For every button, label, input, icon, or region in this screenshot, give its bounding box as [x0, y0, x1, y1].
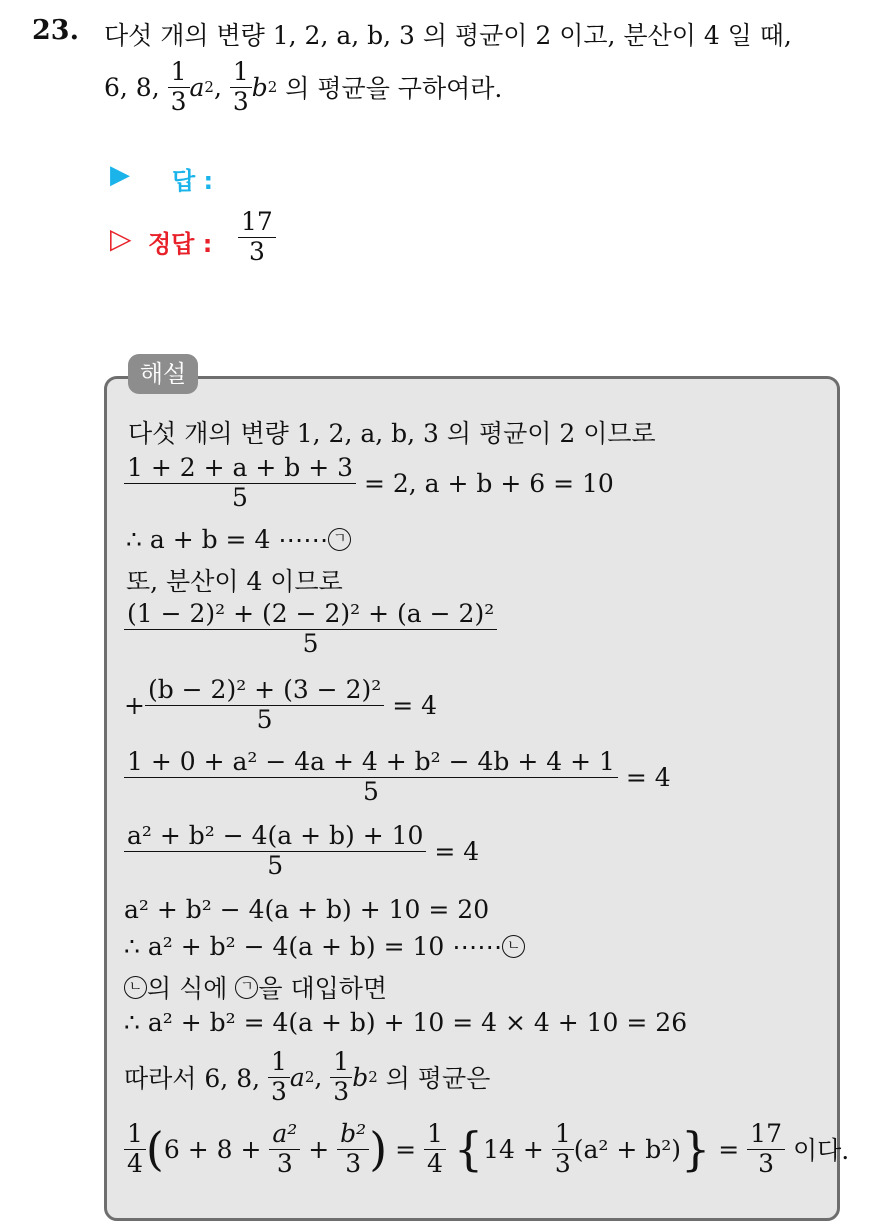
- question-line-2-prefix: 6, 8,: [104, 72, 160, 102]
- exp-line-2: 또, 분산이 4 이므로: [126, 567, 343, 596]
- one-third-fraction-a: [168, 58, 190, 117]
- exp-eq-3: [124, 600, 497, 659]
- exp-eq-1-den: 5: [232, 482, 248, 512]
- final-one-third-num: 1: [552, 1120, 574, 1150]
- circled-nieun-icon: ㄴ: [502, 935, 525, 958]
- correct-num: 17: [238, 208, 276, 238]
- circled-giyeok-icon: ㄱ: [328, 528, 351, 551]
- exp-eq-5-rest: = 4: [625, 762, 671, 792]
- var-a: a: [189, 72, 205, 102]
- exp-eq-5-den: 5: [363, 776, 379, 806]
- exp-line-3-b: 을 대입하면: [258, 974, 388, 1003]
- final-fourteen: 14 +: [483, 1134, 544, 1164]
- final-b2-frac: [337, 1120, 369, 1179]
- final-quarter-2: [424, 1120, 446, 1179]
- exp-eq-4-prefix: +: [124, 690, 145, 720]
- exp-line-4-comma: ,: [314, 1062, 323, 1092]
- frac-num-b: 1: [230, 58, 252, 88]
- exp-eq-4-num: (b − 2)² + (3 − 2)²: [145, 676, 384, 706]
- exp-line-4-exp-a: 2: [304, 1068, 315, 1087]
- exp-eq-1: [124, 454, 614, 513]
- final-close-paren: ): [369, 1122, 388, 1177]
- final-b2-num: b²: [337, 1120, 369, 1150]
- final-quarter-1-den: 4: [127, 1148, 143, 1178]
- question-line-2: [104, 58, 502, 117]
- exp-line-4-num-b: 1: [330, 1048, 352, 1078]
- correct-answer-fraction: [238, 208, 276, 267]
- exp-line-4-exp-b: 2: [368, 1068, 378, 1087]
- final-quarter-2-den: 4: [427, 1148, 443, 1178]
- exp-a: 2: [204, 78, 214, 97]
- exp-line-4-den-a: 3: [271, 1076, 287, 1106]
- exp-line-4-frac-b: [330, 1048, 352, 1107]
- exp-line-4-num-a: 1: [268, 1048, 290, 1078]
- exp-eq-3-num: (1 − 2)² + (2 − 2)² + (a − 2)²: [124, 600, 497, 630]
- explanation-label: 해설: [128, 354, 198, 394]
- exp-eq-7: a² + b² − 4(a + b) + 10 = 20: [124, 895, 490, 924]
- exp-eq-2: [126, 525, 351, 554]
- exp-eq-1-rest: = 2, a + b + 6 = 10: [363, 468, 614, 498]
- exp-eq-1-num: 1 + 2 + a + b + 3: [124, 454, 356, 484]
- correct-answer: [238, 208, 276, 267]
- exp-line-4: [124, 1048, 490, 1107]
- final-paren-sum: (a² + b²): [573, 1134, 682, 1164]
- final-a2-frac: [269, 1120, 300, 1179]
- circled-nieun-icon-2: ㄴ: [124, 976, 147, 999]
- final-suffix: 이다.: [792, 1136, 850, 1166]
- exp-line-4-var-b: b: [352, 1062, 369, 1092]
- exp-eq-6-den: 5: [267, 850, 284, 880]
- exp-eq-6-frac: [124, 822, 426, 881]
- final-result-frac: [747, 1120, 785, 1179]
- exp-eq-4-frac: [145, 676, 384, 735]
- final-close-brace: }: [681, 1122, 711, 1177]
- exp-line-4-var-a: a: [289, 1062, 305, 1092]
- final-quarter-1-num: 1: [124, 1120, 146, 1150]
- exp-line-3: [124, 969, 387, 1005]
- exp-eq-4-rest: = 4: [392, 690, 438, 720]
- final-one-third: [552, 1120, 574, 1179]
- exp-eq-1-frac: [124, 454, 356, 513]
- final-open-paren: (: [145, 1122, 164, 1177]
- answer-label: 답 :: [172, 167, 214, 195]
- exp-eq-2-text: ∴ a + b = 4 ⋯⋯: [126, 525, 329, 554]
- final-quarter-1: [124, 1120, 146, 1179]
- final-result-den: 3: [758, 1148, 775, 1178]
- question-number: 23.: [32, 15, 79, 46]
- exp-line-4-frac-a: [268, 1048, 290, 1107]
- exp-eq-8: [124, 932, 525, 961]
- exp-final-equation: [124, 1120, 849, 1179]
- final-b2-den: 3: [345, 1148, 362, 1178]
- exp-line-3-a: 의 식에: [147, 974, 228, 1003]
- exp-line-4-suffix: 의 평균은: [385, 1064, 491, 1094]
- exp-line-4-den-b: 3: [333, 1076, 350, 1106]
- exp-eq-5: [124, 748, 671, 807]
- correct-label: 정답 :: [148, 230, 213, 258]
- circled-giyeok-icon-2: ㄱ: [235, 976, 258, 999]
- final-eq-2: =: [718, 1134, 740, 1164]
- exp-b: 2: [267, 78, 278, 97]
- final-inner: 6 + 8 +: [163, 1134, 262, 1164]
- frac-den-b: 3: [232, 86, 249, 116]
- exp-line-4-prefix: 따라서 6, 8,: [124, 1064, 261, 1094]
- final-quarter-2-num: 1: [424, 1120, 446, 1150]
- exp-eq-4: [124, 676, 437, 735]
- exp-eq-3-den: 5: [302, 628, 319, 658]
- frac-num: 1: [168, 58, 190, 88]
- question-line-1: 다섯 개의 변량 1, 2, a, b, 3 의 평균이 2 이고, 분산이 4 일 때,: [104, 21, 792, 50]
- final-eq-1: =: [395, 1134, 417, 1164]
- correct-den: 3: [248, 236, 265, 266]
- exp-eq-9: ∴ a² + b² = 4(a + b) + 10 = 4 × 4 + 10 = 26: [124, 1008, 688, 1037]
- exp-eq-3-frac: [124, 600, 497, 659]
- exp-eq-5-num: 1 + 0 + a² − 4a + 4 + b² − 4b + 4 + 1: [124, 748, 618, 778]
- one-third-fraction-b: [230, 58, 252, 117]
- exp-eq-6-num: a² + b² − 4(a + b) + 10: [124, 822, 426, 852]
- exp-eq-6-rest: = 4: [434, 836, 480, 866]
- question-line-2-suffix: 의 평균을 구하여라.: [285, 74, 503, 104]
- exp-eq-6: [124, 822, 479, 881]
- final-a2-num: a²: [269, 1120, 300, 1150]
- exp-eq-5-frac: [124, 748, 618, 807]
- final-result-num: 17: [747, 1120, 785, 1150]
- exp-eq-4-den: 5: [256, 704, 273, 734]
- correct-arrow-icon: ▷: [110, 222, 132, 255]
- answer-arrow-icon: ▶: [110, 160, 130, 190]
- exp-line-1: 다섯 개의 변량 1, 2, a, b, 3 의 평균이 2 이므로: [128, 419, 656, 448]
- final-a2-den: 3: [276, 1148, 293, 1178]
- var-b: b: [251, 72, 268, 102]
- exp-eq-8-text: ∴ a² + b² − 4(a + b) = 10 ⋯⋯: [124, 932, 503, 961]
- final-open-brace: {: [453, 1122, 484, 1177]
- final-one-third-den: 3: [554, 1148, 571, 1178]
- final-plus: +: [308, 1134, 330, 1164]
- frac-den: 3: [170, 86, 187, 116]
- comma-1: ,: [213, 72, 222, 102]
